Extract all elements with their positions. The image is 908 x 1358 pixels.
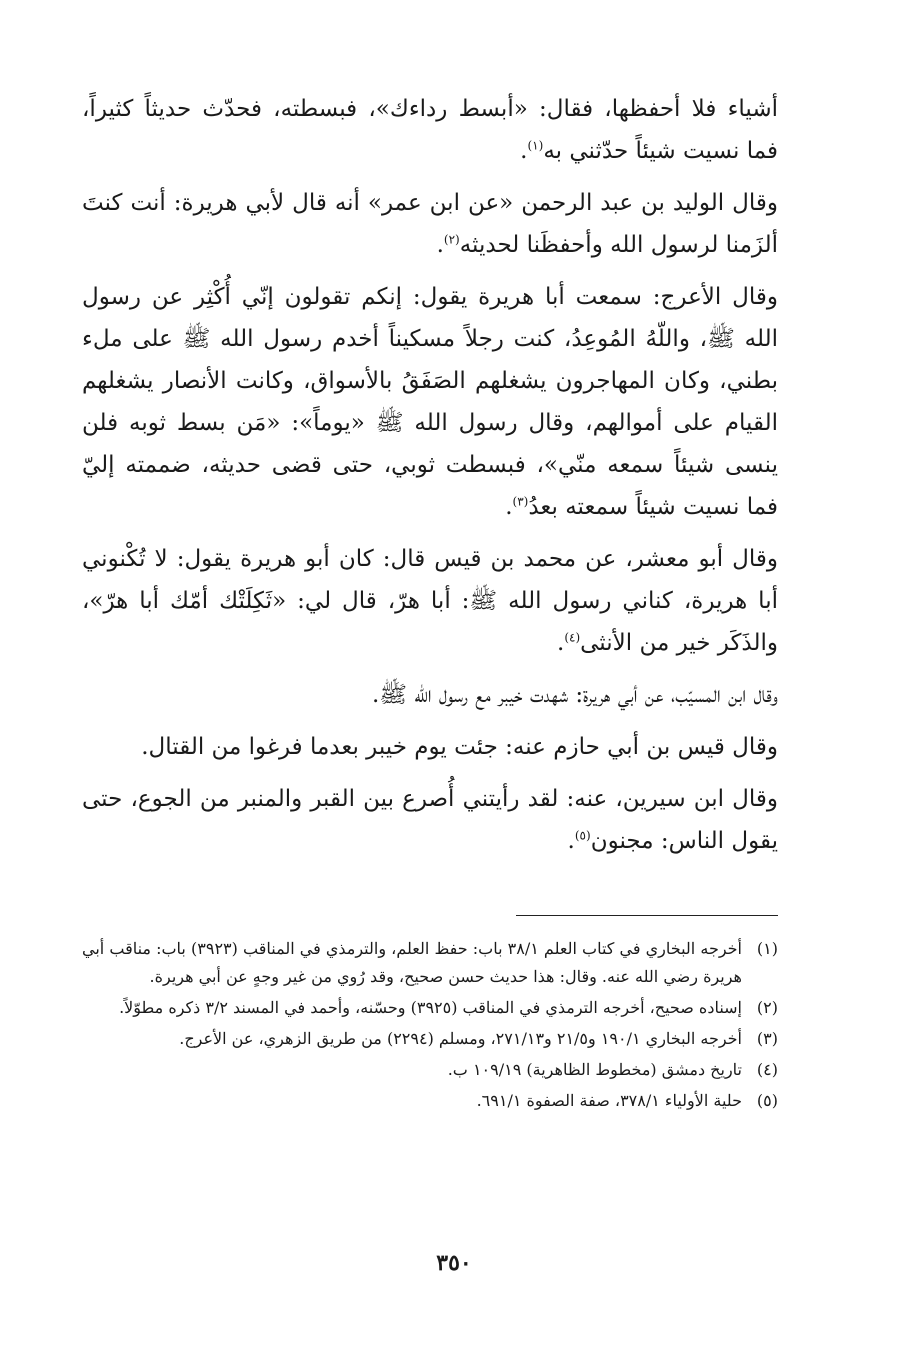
paragraph-text: وقال قيس بن أبي حازم عنه: جئت يوم خيبر بعدما فرغوا من القتال.	[141, 734, 778, 760]
footnote-divider	[516, 915, 778, 916]
footnote-number: (٤)	[756, 1060, 778, 1079]
footnote-number: (٥)	[756, 1091, 778, 1110]
footnote-ref[interactable]: (٣)	[512, 494, 529, 509]
footnote	[82, 994, 778, 1022]
page-number: ٣٥٠	[436, 1250, 472, 1276]
paragraph-text: أشياء فلا أحفظها، فقال: «أبسط رداءك»، فبسطته، فحدّث حديثاً كثيراً، فما نسيت شيئاً حدّثني به	[82, 96, 778, 164]
paragraph-text: وقال الأعرج: سمعت أبا هريرة يقول: إنكم تقولون إنّي أُكْثِر عن رسول الله ﷺ، واللّهُ المُوعِدُ، كنت رجلاً مسكيناً أخدم رسول الله ﷺ على ملء بطني، وكان المهاجرون يشغلهم الصَفَقُ بالأسواق، وكانت الأنصار يشغلهم القيام على أموالهم، وقال رسول الله ﷺ «يوماً»: «مَن بسط ثوبه فلن ينسى شيئاً سمعه منّي»، فبسطت ثوبي، حتى قضى حديثه، ضممته إليّ فما نسيت شيئاً سمعته بعدُ	[82, 284, 778, 520]
paragraph-text: وقال أبو معشر، عن محمد بن قيس قال: كان أبو هريرة يقول: لا تُكْنوني أبا هريرة، كناني رسول الله ﷺ: أبا هرّ، قال لي: «ثَكِلَتْك أمّك أبا هرّ»، والذَكَر خير من الأنثى	[82, 546, 778, 656]
footnote-ref[interactable]: (٥)	[574, 828, 591, 843]
footnote-number: (١)	[756, 939, 778, 958]
footnote	[82, 1025, 778, 1053]
paragraph-text: وقال ابن سيرين، عنه: لقد رأيتني أُصرع بين القبر والمنبر من الجوع، حتى يقول الناس: مجنون	[82, 786, 778, 854]
footnote-text: تاريخ دمشق (مخطوط الظاهرية) ١٠٩/١٩ ب.	[447, 1060, 742, 1079]
footnote-ref[interactable]: (١)	[527, 138, 544, 153]
footnotes	[82, 935, 778, 1118]
footnote-text: حلية الأولياء ٣٧٨/١، صفة الصفوة ٦٩١/١.	[476, 1091, 742, 1110]
paragraph-end: .	[505, 494, 513, 520]
paragraph	[82, 88, 778, 172]
footnote	[82, 1087, 778, 1115]
main-text	[82, 88, 778, 872]
footnote	[82, 1056, 778, 1084]
footnote-number: (٢)	[756, 998, 778, 1017]
paragraph-end: .	[520, 138, 528, 164]
paragraph	[82, 674, 778, 716]
paragraph	[82, 726, 778, 768]
paragraph	[82, 538, 778, 664]
footnote-number: (٣)	[756, 1029, 778, 1048]
paragraph-end: .	[436, 232, 444, 258]
footnote-ref[interactable]: (٢)	[443, 232, 460, 247]
paragraph	[82, 276, 778, 528]
footnote-ref[interactable]: (٤)	[564, 630, 581, 645]
paragraph	[82, 778, 778, 862]
paragraph-end: .	[567, 828, 575, 854]
paragraph-text: وقال ابن المسيّب، عن أبي هريرة: شهدت خيبر مع رسول الله ﷺ.	[371, 682, 778, 708]
paragraph	[82, 182, 778, 266]
footnote-text: إسناده صحيح، أخرجه الترمذي في المناقب (٣٩٢٥) وحسّنه، وأحمد في المسند ٣/٢ ذكره مطوّلاً.	[119, 998, 742, 1017]
paragraph-text: وقال الوليد بن عبد الرحمن «عن ابن عمر» أنه قال لأبي هريرة: أنت كنتَ ألزَمنا لرسول الله وأحفظَنا لحديثه	[82, 190, 778, 258]
footnote-text: أخرجه البخاري في كتاب العلم ٣٨/١ باب: حفظ العلم، والترمذي في المناقب (٣٩٢٣) باب: مناقب أبي هريرة رضي الله عنه. وقال: هذا حديث حسن صحيح، وقد رُوي من غير وجهٍ عن أبي هريرة.	[82, 939, 742, 986]
footnote	[82, 935, 778, 991]
footnote-text: أخرجه البخاري ١٩٠/١ و٢١/٥ و٢٧١/١٣، ومسلم (٢٢٩٤) من طريق الزهري، عن الأعرج.	[179, 1029, 742, 1048]
paragraph-end: .	[557, 630, 565, 656]
